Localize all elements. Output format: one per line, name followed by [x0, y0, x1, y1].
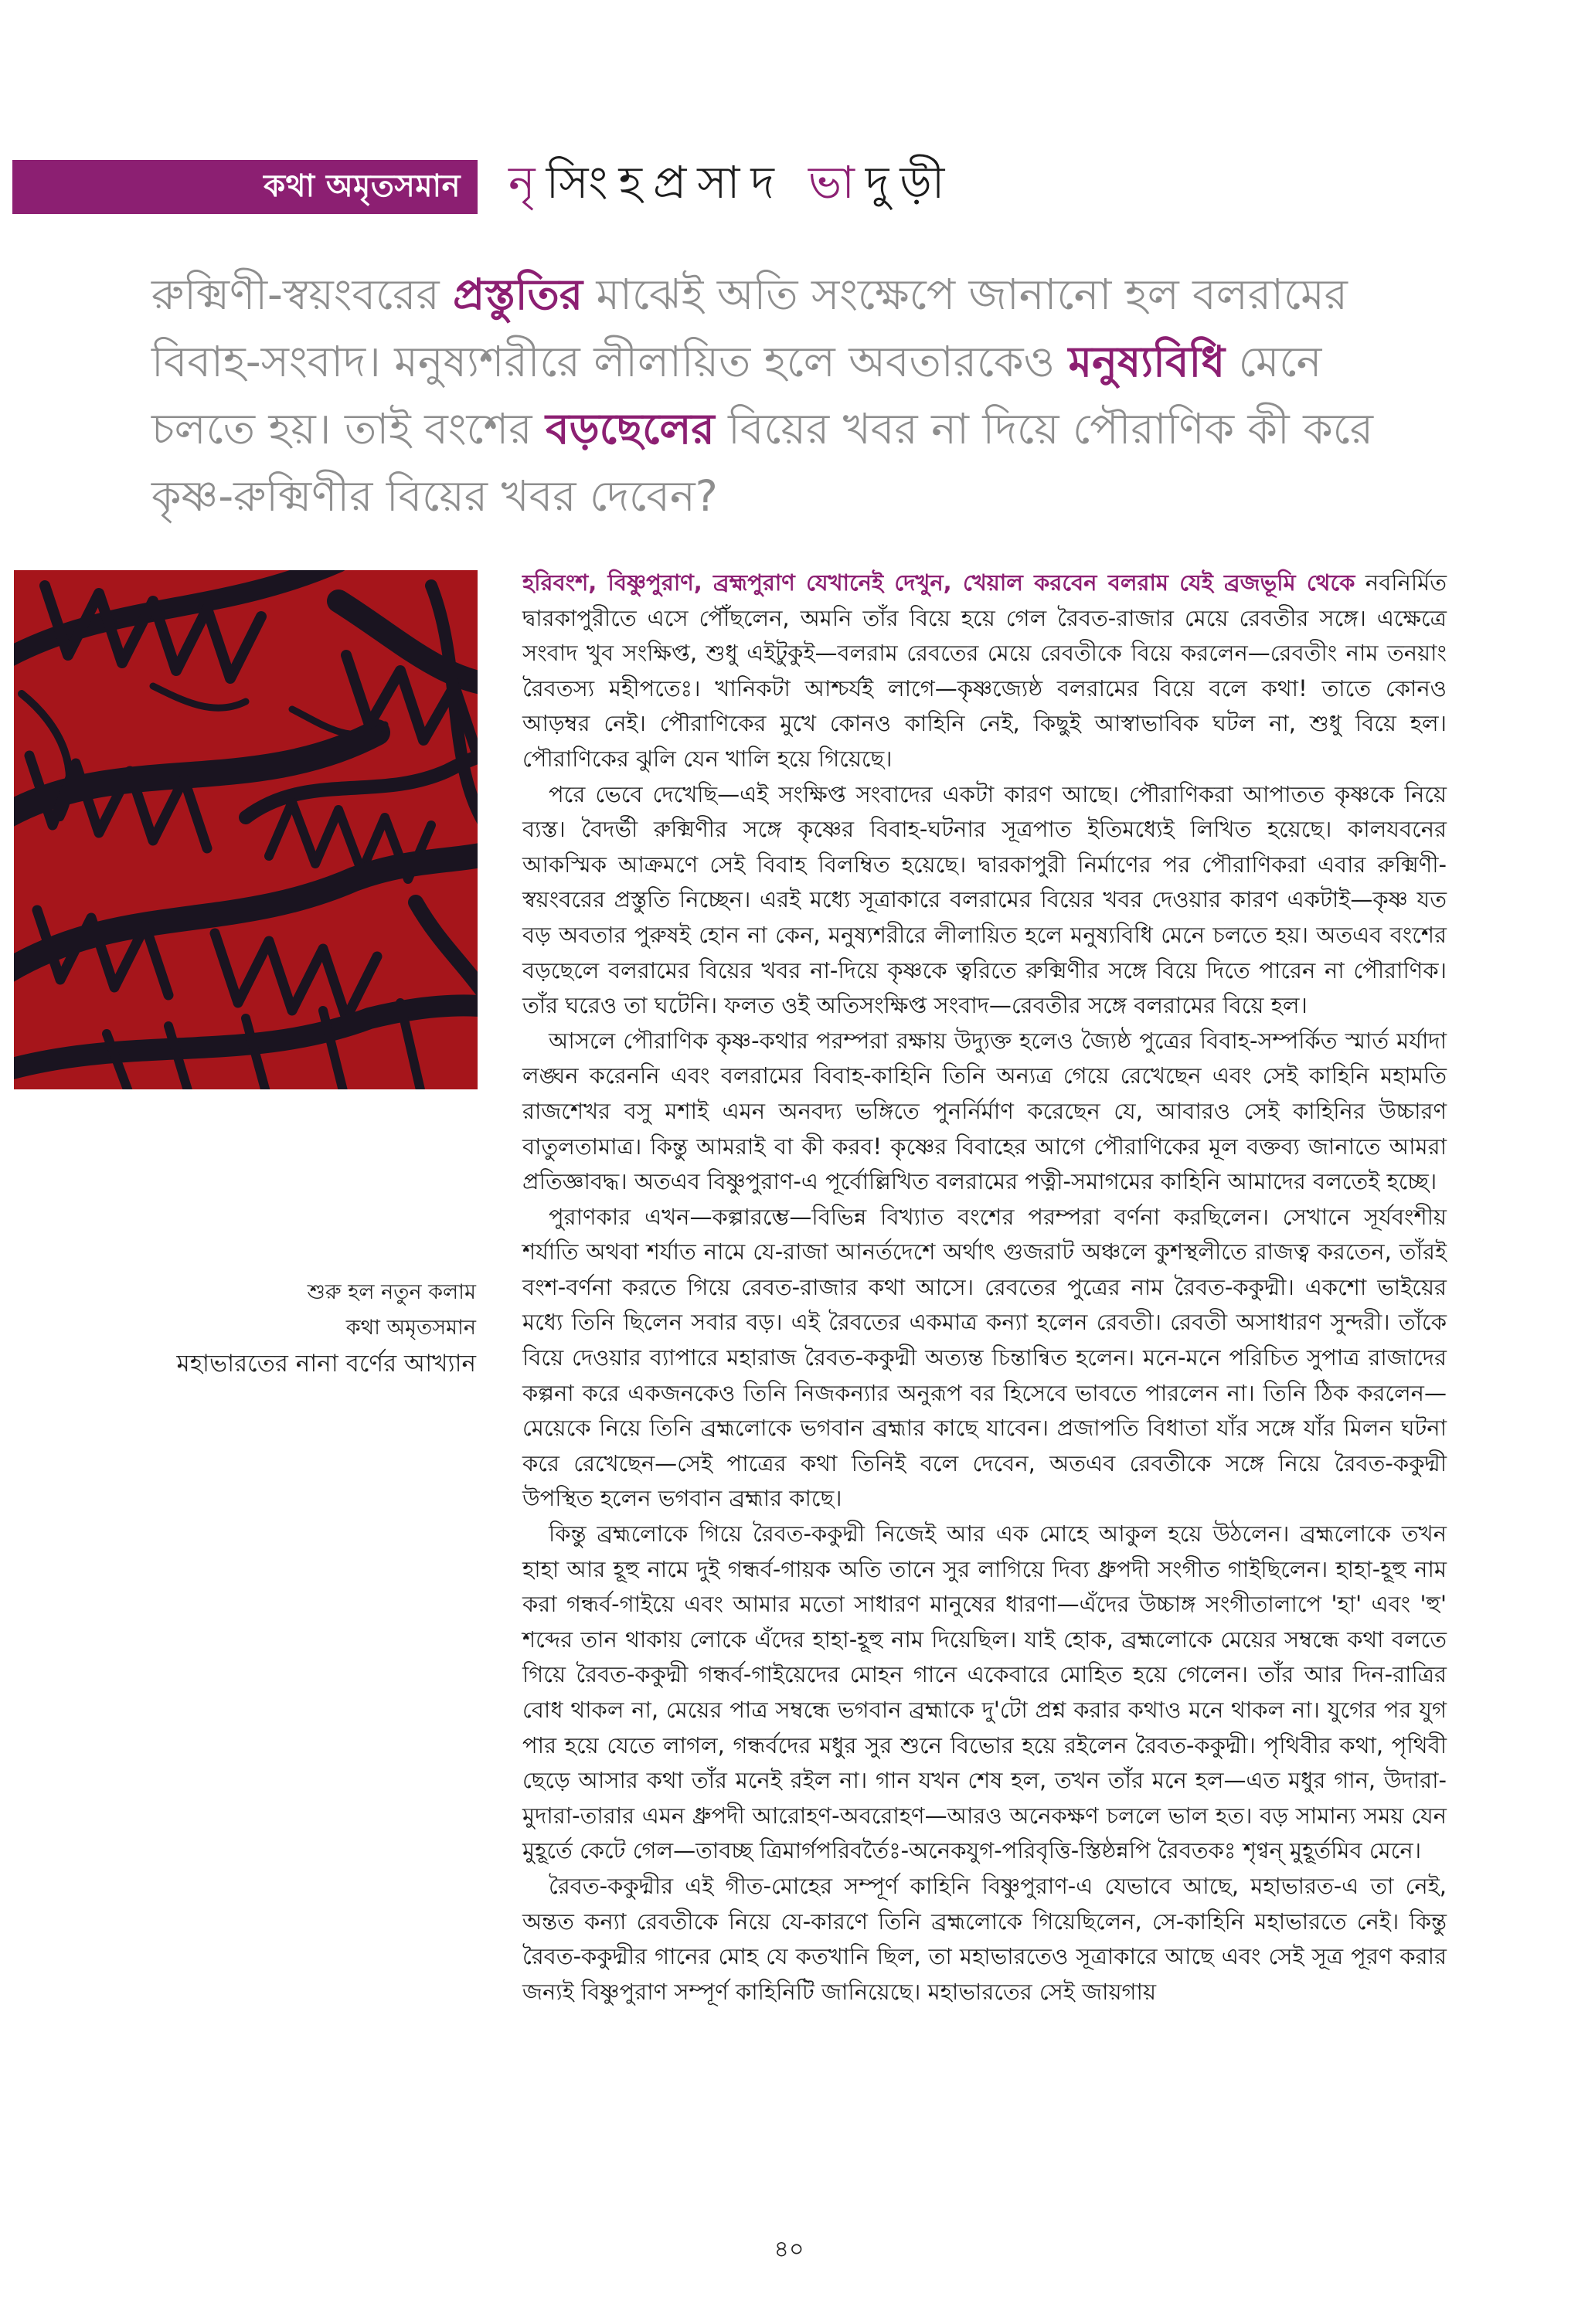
brush-strokes-graphic — [14, 570, 478, 1089]
sidebar-line: কথা অমৃতসমান — [345, 1316, 476, 1340]
lead-highlight: মনুষ্যবিধি — [1068, 337, 1226, 386]
author-last-initial: ভা — [808, 155, 866, 209]
author-name — [508, 155, 955, 216]
lead-highlight: প্রস্তুতির — [453, 270, 583, 319]
body-paragraph: পুরাণকার এখন—কল্পারম্ভে—বিভিন্ন বিখ্যাত বংশের পরম্পরা বর্ণনা করছিলেন। সেখানে সূর্যবংশীয় শর্যাতি অথবা শর্যাত নামে যে-রাজা আনর্তদেশে অর্থাৎ গুজরাট অঞ্চলে কুশস্থলীতে রাজত্ব করতেন, তাঁরই বংশ-বর্ণনা করতে গিয়ে রেবত-রাজার কথা আসে। রেবতের পুত্রের নাম রৈবত-ককুদ্মী। একশো ভাইয়ের মধ্যে তিনি ছিলেন সবার বড়। এই রৈবতের একমাত্র কন্যা হলেন রেবতী। রেবতী অসাধারণ সুন্দরী। তাঁকে বিয়ে দেওয়ার ব্যাপারে মহারাজ রৈবত-ককুদ্মী অত্যন্ত চিন্তান্বিত হলেন। মনে-মনে পরিচিত সুপাত্র রাজাদের কল্পনা করে একজনকেও তিনি নিজকন্যার অনুরূপ বর হিসেবে ভাবতে পারলেন না। তিনি ঠিক করলেন—মেয়েকে নিয়ে তিনি ব্রহ্মলোকে ভগবান ব্রহ্মার কাছে যাবেন। প্রজাপতি বিধাতা যাঁর সঙ্গে যাঁর মিলন ঘটনা করে রেখেছেন—সেই পাত্রের কথা তিনিই বলে দেবেন, অতএব রেবতীকে সঙ্গে নিয়ে রৈবত-ককুদ্মী উপস্থিত হলেন ভগবান ব্রহ্মার কাছে। — [522, 1203, 1447, 1512]
body-paragraph: আসলে পৌরাণিক কৃষ্ণ-কথার পরম্পরা রক্ষায় উদ্যুক্ত হলেও জ্যৈষ্ঠ পুত্রের বিবাহ-সম্পর্কিত স্মার্ত মর্যাদা লঙ্ঘন করেননি এবং বলরামের বিবাহ-কাহিনি তিনি অন্যত্র গেয়ে রেখেছেন এবং সেই কাহিনি মহামতি রাজশেখর বসু মশাই এমন অনবদ্য ভঙ্গিতে পুনর্নির্মাণ করেছেন যে, আবারও সেই কাহিনির উচ্চারণ বাতুলতামাত্র। কিন্তু আমরাই বা কী করব! কৃষ্ণের বিবাহের আগে পৌরাণিকের মূল বক্তব্য জানাতে আমরা প্রতিজ্ঞাবদ্ধ। অতএব বিষ্ণুপুরাণ-এ পূর্বোল্লিখিত বলরামের পত্নী-সমাগমের কাহিনি আমাদের বলতেই হচ্ছে। — [522, 1027, 1447, 1195]
body-paragraph-text: নবনির্মিত দ্বারকাপুরীতে এসে পৌঁছলেন, অমনি তাঁর বিয়ে হয়ে গেল রৈবত-রাজার মেয়ে রেবতীর সঙ্গে। এক্ষেত্রে সংবাদ খুব সংক্ষিপ্ত, শুধু এইটুকুই—বলরাম রেবতের মেয়ে রেবতীকে বিয়ে করলেন—রেবতীং নাম তনয়াং রৈবতস্য মহীপতেঃ। খানিকটা আশ্চর্যই লাগে—কৃষ্ণজ্যেষ্ঠ বলরামের বিয়ে বলে কথা! তাতে কোনও আড়ম্বর নেই। পৌরাণিকের মুখে কোনও কাহিনি নেই, কিছুই আস্বাভাবিক ঘটল না, শুধু বিয়ে হল। পৌরাণিকের ঝুলি যেন খালি হয়ে গিয়েছে। — [522, 569, 1447, 772]
section-label: কথা অমৃতসমান — [12, 160, 478, 214]
body-paragraph — [522, 566, 1447, 777]
author-last-name: দুড়ী — [865, 155, 956, 209]
author-first-name: সিংহপ্রসাদ — [546, 155, 785, 209]
lead-text: মাঝেই অতি সংক্ষেপে জানানো হল বলরামের বিবাহ-সংবাদ। মনুষ্যশরীরে লীলায়িত হলে অবতারকেও — [151, 270, 1348, 386]
lead-text: রুক্মিণী-স্বয়ংবরের — [151, 270, 454, 319]
author-first-initial: নৃ — [508, 155, 546, 209]
lead-text: মেনে চলতে হয়। তাই বংশের — [151, 337, 1322, 454]
body-lead-in: হরিবংশ, বিষ্ণুপুরাণ, ব্রহ্মপুরাণ যেখানেই দেখুন, খেয়াল করবেন বলরাম যেই ব্রজভূমি থেকে — [522, 569, 1355, 596]
sidebar-note — [136, 1275, 476, 1381]
abstract-brush-art — [14, 570, 478, 1089]
body-paragraph: কিন্তু ব্রহ্মলোকে গিয়ে রৈবত-ককুদ্মী নিজেই আর এক মোহে আকুল হয়ে উঠলেন। ব্রহ্মলোকে তখন হাহা আর হূহু নামে দুই গন্ধর্ব-গায়ক অতি তানে সুর লাগিয়ে দিব্য ধ্রুপদী সংগীত গাইছিলেন। হাহা-হূহু নাম করা গন্ধর্ব-গাইয়ে এবং আমার মতো সাধারণ মানুষের ধারণা—এঁদের উচ্চাঙ্গ সংগীতালাপে 'হা' এবং 'হু' শব্দের তান থাকায় লোকে এঁদের হাহা-হূহু নাম দিয়েছিল। যাই হোক, ব্রহ্মলোকে মেয়ের সম্বন্ধে কথা বলতে গিয়ে রৈবত-ককুদ্মী গন্ধর্ব-গাইয়েদের মোহন গানে একেবারে মোহিত হয়ে গেলেন। তাঁর আর দিন-রাত্রির বোধ থাকল না, মেয়ের পাত্র সম্বন্ধে ভগবান ব্রহ্মাকে দু'টো প্রশ্ন করার কথাও মনে থাকল না। যুগের পর যুগ পার হয়ে যেতে লাগল, গন্ধর্বদের মধুর সুর শুনে বিভোর হয়ে রইলেন রৈবত-ককুদ্মী। পৃথিবীর কথা, পৃথিবী ছেড়ে আসার কথা তাঁর মনেই রইল না। গান যখন শেষ হল, তখন তাঁর মনে হল—এত মধুর গান, উদারা-মুদারা-তারার এমন ধ্রুপদী আরোহণ-অবরোহণ—আরও অনেকক্ষণ চললে ভাল হত। বড় সামান্য সময় যেন মুহূর্তে কেটে গেল—তাবচ্ছ ত্রিমার্গপরিবর্তৈঃ-অনেকযুগ-পরিবৃত্তি-স্তিষ্ঠন্নপি রৈবতকঃ শৃণ্বন্ মুহূর্তমিব মেনে। — [522, 1520, 1447, 1864]
page-number: ৪০ — [774, 2236, 804, 2263]
lead-highlight: বড়ছেলের — [545, 404, 715, 454]
body-paragraph: রৈবত-ককুদ্মীর এই গীত-মোহের সম্পূর্ণ কাহিনি বিষ্ণুপুরাণ-এ যেভাবে আছে, মহাভারত-এ তা নেই, অন্তত কন্যা রেবতীকে নিয়ে যে-কারণে তিনি ব্রহ্মলোকে গিয়েছিলেন, সে-কাহিনি মহাভারতে নেই। কিন্তু রৈবত-ককুদ্মীর গানের মোহ যে কতখানি ছিল, তা মহাভারতেও সূত্রাকারে আছে এবং সেই সূত্র পূরণ করার জন্যই বিষ্ণুপুরাণ সম্পূর্ণ কাহিনিটি জানিয়েছে। মহাভারতের সেই জায়গায় — [522, 1872, 1447, 2005]
body-paragraph: পরে ভেবে দেখেছি—এই সংক্ষিপ্ত সংবাদের একটা কারণ আছে। পৌরাণিকরা আপাতত কৃষ্ণকে নিয়ে ব্যস্ত। বৈদর্ভী রুক্মিণীর সঙ্গে কৃষ্ণের বিবাহ-ঘটনার সূত্রপাত ইতিমধ্যেই লিখিত হয়েছে। কালযবনের আকস্মিক আক্রমণে সেই বিবাহ বিলম্বিত হয়েছে। দ্বারকাপুরী নির্মাণের পর পৌরাণিকরা এবার রুক্মিণী-স্বয়ংবরের প্রস্তুতি নিচ্ছেন। এরই মধ্যে সূত্রাকারে বলরামের বিয়ের খবর দেওয়ার কারণ একটাই—কৃষ্ণ যত বড় অবতার পুরুষই হোন না কেন, মনুষ্যশরীরে লীলায়িত হলে মনুষ্যবিধি মেনে চলতে হয়। অতএব বংশের বড়ছেলে বলরামের বিয়ের খবর না-দিয়ে কৃষ্ণকে ত্বরিতে রুক্মিণীর সঙ্গে বিয়ে দিতে পারেন না পৌরাণিক। তাঁর ঘরেও তা ঘটেনি। ফলত ওই অতিসংক্ষিপ্ত সংবাদ—রেবতীর সঙ্গে বলরামের বিয়ে হল। — [522, 780, 1447, 1019]
sidebar-line: শুরু হল নতুন কলাম — [307, 1280, 476, 1304]
article-body — [522, 566, 1447, 2010]
lead-text: বিয়ের খবর না দিয়ে পৌরাণিক কী করে কৃষ্ণ-রুক্মিণীর বিয়ের খবর দেবেন? — [151, 404, 1374, 521]
sidebar-line: মহাভারতের নানা বর্ণের আখ্যান — [176, 1350, 476, 1378]
lead-paragraph — [151, 261, 1388, 530]
